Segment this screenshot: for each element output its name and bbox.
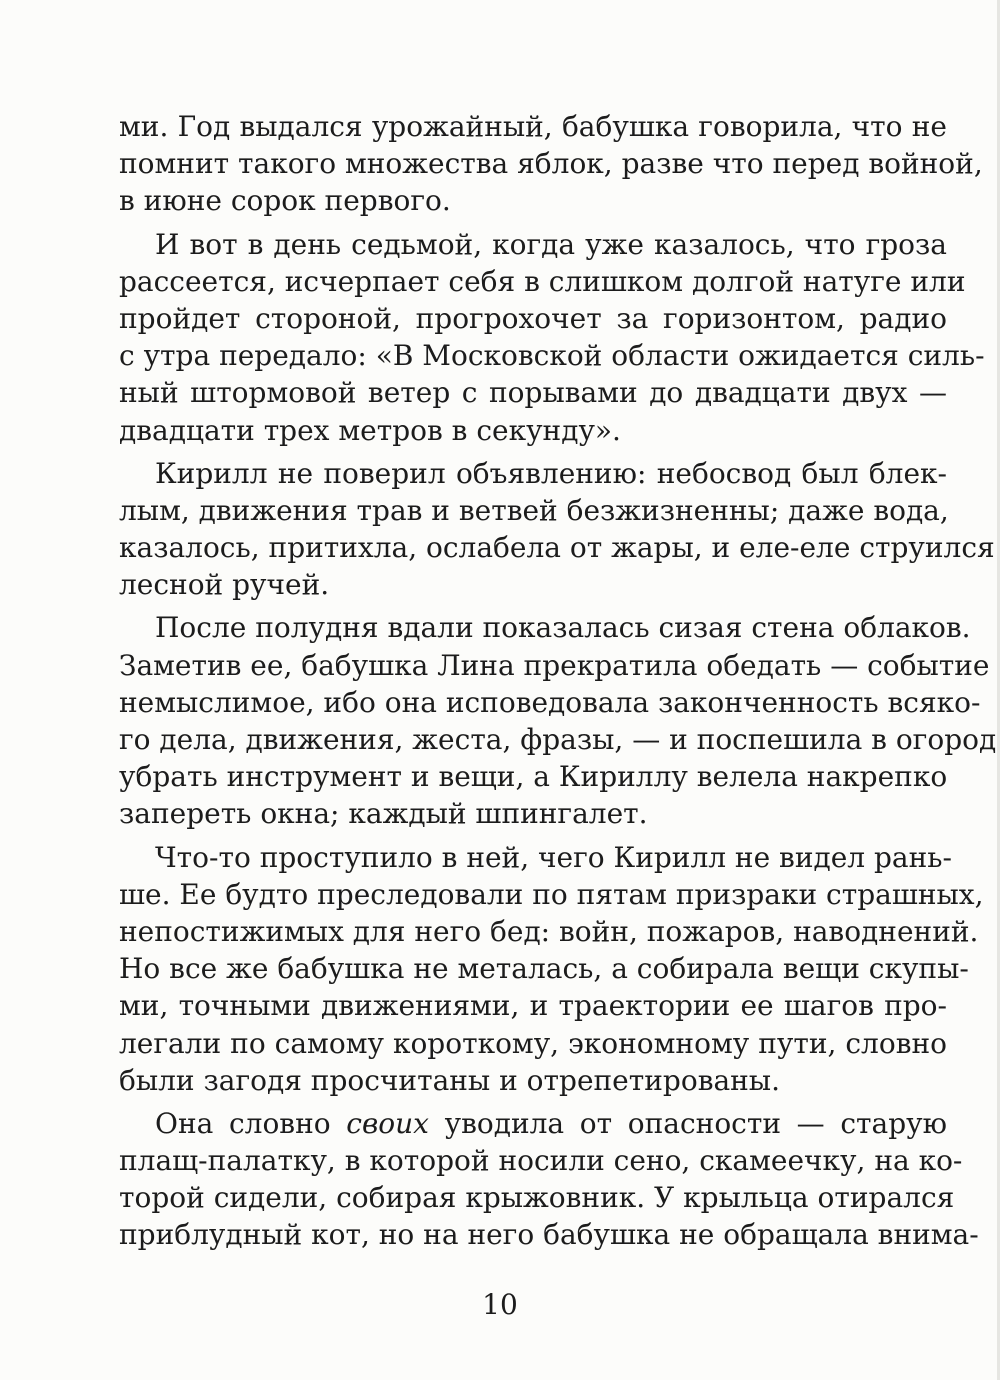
paragraph [119, 839, 984, 1099]
text-line: казалось, притихла, ослабела от жары, и еле-еле струился [119, 531, 995, 565]
text-line: ный штормовой ветер с порывами до двадцати двух — [119, 376, 947, 410]
text-line: немыслимое, ибо она исповедовала законченность всяко- [119, 685, 981, 719]
text-line [119, 1105, 947, 1142]
text-line: приблудный кот, но на него бабушка не обращала внима- [119, 1218, 979, 1252]
text-line: убрать инструмент и вещи, а Кириллу велела накрепко [119, 760, 948, 794]
text-line: Что-то проступило в ней, чего Кирилл не видел рань- [155, 840, 952, 874]
text-line: торой сидели, собирая крыжовник. У крыльца отирался [119, 1181, 955, 1215]
text-line: плащ-палатку, в которой носили сено, скамеечку, на ко- [119, 1144, 963, 1178]
text-line: ми. Год выдался урожайный, бабушка говорила, что не [119, 110, 947, 143]
text-line: легали по самому короткому, экономному пути, словно [119, 1026, 947, 1060]
text-line: двадцати трех метров в секунду». [119, 413, 621, 447]
paragraph [119, 1105, 979, 1254]
text-line: рассеется, исчерпает себя в слишком долгой натуге или [119, 264, 966, 298]
text-line: помнит такого множества яблок, разве что перед войной, [119, 147, 983, 181]
text-line: го дела, движения, жеста, фразы, — и поспешила в огород [119, 723, 997, 756]
text-line: ше. Ее будто преследовали по пятам призраки страшных, [119, 877, 984, 911]
paragraph [119, 226, 985, 449]
page-number: 10 [482, 1288, 518, 1321]
text-line: Кирилл не поверил объявлению: небосвод был блек- [155, 456, 947, 490]
text-line: лым, движения трав и ветвей безжизненны; даже вода, [119, 493, 949, 527]
italic-word: своих [346, 1106, 429, 1140]
text-line: непостижимых для него бед: войн, пожаров, наводнений. [119, 914, 979, 948]
paragraph [119, 455, 995, 604]
text-line: с утра передало: «В Московской области ожидается силь- [119, 339, 985, 373]
text-line: ми, точными движениями, и траектории ее шагов про- [119, 989, 947, 1023]
text-fragment: Она словно [155, 1106, 347, 1140]
text-line: Заметив ее, бабушка Лина прекратила обедать — событие [119, 648, 990, 682]
text-line: лесной ручей. [119, 568, 330, 602]
text-line: пройдет стороной, прогрохочет за горизонтом, радио [119, 301, 947, 335]
text-line: И вот в день седьмой, когда уже казалось, что гроза [155, 227, 947, 261]
text-line: После полудня вдали показалась сизая стена облаков. [155, 611, 971, 645]
text-line: Но все же бабушка не металась, а собирала вещи скупы- [119, 952, 969, 986]
text-line: в июне сорок первого. [119, 184, 451, 218]
text-line: запереть окна; каждый шпингалет. [119, 797, 648, 831]
paragraph [119, 609, 997, 832]
paragraph [119, 108, 983, 220]
text-fragment: уводила от опасности — старую [428, 1106, 947, 1140]
text-line: были загодя просчитаны и отрепетированы. [119, 1063, 780, 1097]
body-text [119, 108, 997, 1254]
